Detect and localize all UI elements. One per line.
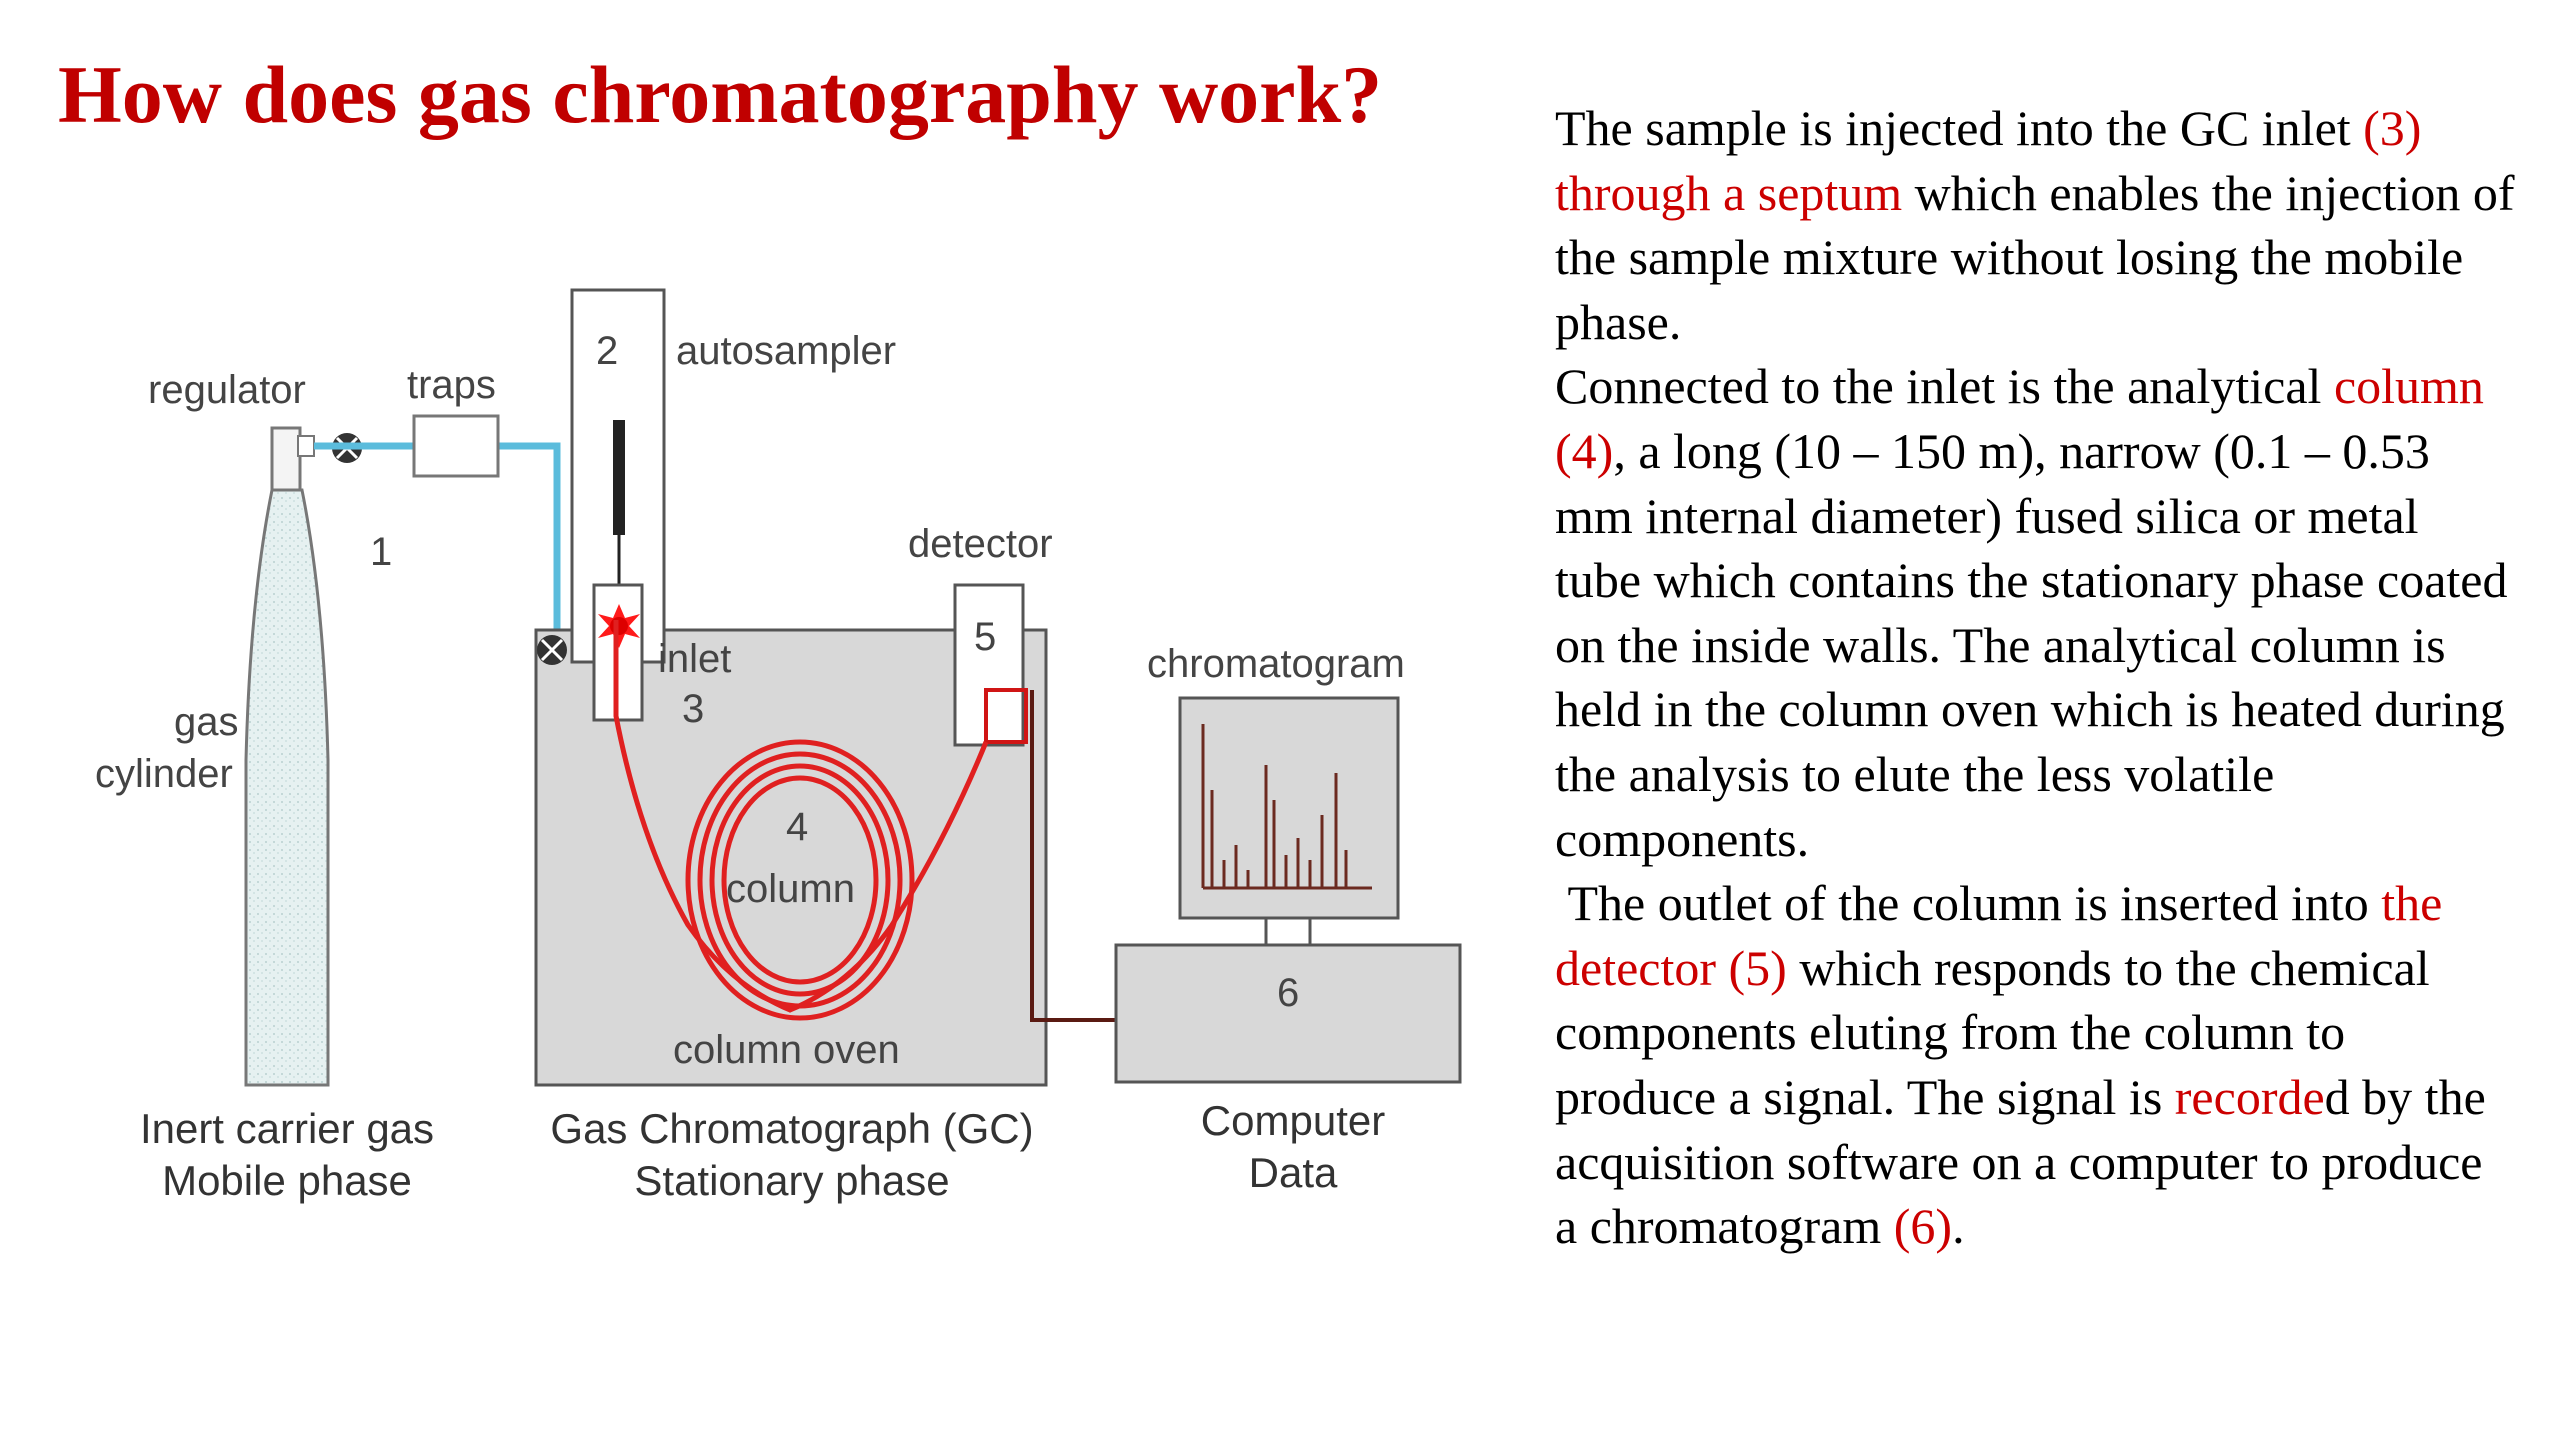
gas-label: gas xyxy=(174,700,239,744)
gc-caption-line2: Stationary phase xyxy=(634,1157,950,1204)
paragraph-column: Connected to the inlet is the analytical column (4), a long (10 – 150 m), narrow (0.1 – 0.53 mm internal diameter) fused silica or metal tube which contains the stationary phase coated on the inside walls. The analytical column is held in the column oven which is heated during the analysis to elute the less volatile components. xyxy=(1555,358,2508,867)
inlet-valve-icon xyxy=(537,635,567,665)
chromatogram-label: chromatogram xyxy=(1147,642,1405,686)
paragraph-detector: The outlet of the column is inserted into the detector (5) which responds to the chemical components eluting from the column to produce a signal. The signal is recorded by the acquisition software on a computer to produce a chromatogram (6). xyxy=(1555,875,2499,1255)
regulator-label: regulator xyxy=(148,368,306,412)
traps-box xyxy=(414,416,498,476)
column-oven-label: column oven xyxy=(673,1028,900,1072)
column-label: column xyxy=(726,867,855,911)
gas-cylinder xyxy=(246,490,328,1085)
highlight-detector: the detector (5) xyxy=(1555,875,2455,996)
highlight-inlet: (3) through a septum xyxy=(1555,100,2422,221)
page-title: How does gas chromatography work? xyxy=(58,49,1383,140)
cylinder-neck xyxy=(272,428,300,490)
autosampler-label: autosampler xyxy=(676,329,897,373)
detector-box xyxy=(955,585,1023,745)
cylinder-caption-line1: Inert carrier gas xyxy=(139,1105,435,1152)
cylinder-label: cylinder xyxy=(95,752,233,796)
monitor-stand xyxy=(1266,918,1310,945)
regulator-body xyxy=(298,436,314,456)
column-number: 4 xyxy=(786,805,809,849)
computer-caption-line1: Computer xyxy=(1200,1097,1386,1144)
syringe-icon xyxy=(613,420,625,535)
explanation-text xyxy=(1555,96,2515,1259)
traps-label: traps xyxy=(407,363,496,407)
detector-label: detector xyxy=(908,522,1053,566)
detector-number: 5 xyxy=(974,615,997,659)
computer-caption-line2: Data xyxy=(1248,1149,1338,1196)
highlight-chromatogram: (6) xyxy=(1893,1198,1953,1255)
cylinder-caption-line2: Mobile phase xyxy=(162,1157,412,1204)
gc-caption-line1: Gas Chromatograph (GC) xyxy=(550,1105,1034,1152)
inlet-number: 3 xyxy=(682,687,705,731)
highlight-recorded: recorde xyxy=(2174,1068,2325,1125)
cylinder-number: 1 xyxy=(370,530,393,574)
computer-number: 6 xyxy=(1277,971,1300,1015)
autosampler-number: 2 xyxy=(596,329,619,373)
inlet-label: inlet xyxy=(658,637,732,681)
highlight-column: column (4) xyxy=(1555,358,2484,479)
paragraph-inlet: The sample is injected into the GC inlet (3) through a septum which enables the injection of the sample mixture without losing the mobile phase. xyxy=(1555,100,2515,350)
